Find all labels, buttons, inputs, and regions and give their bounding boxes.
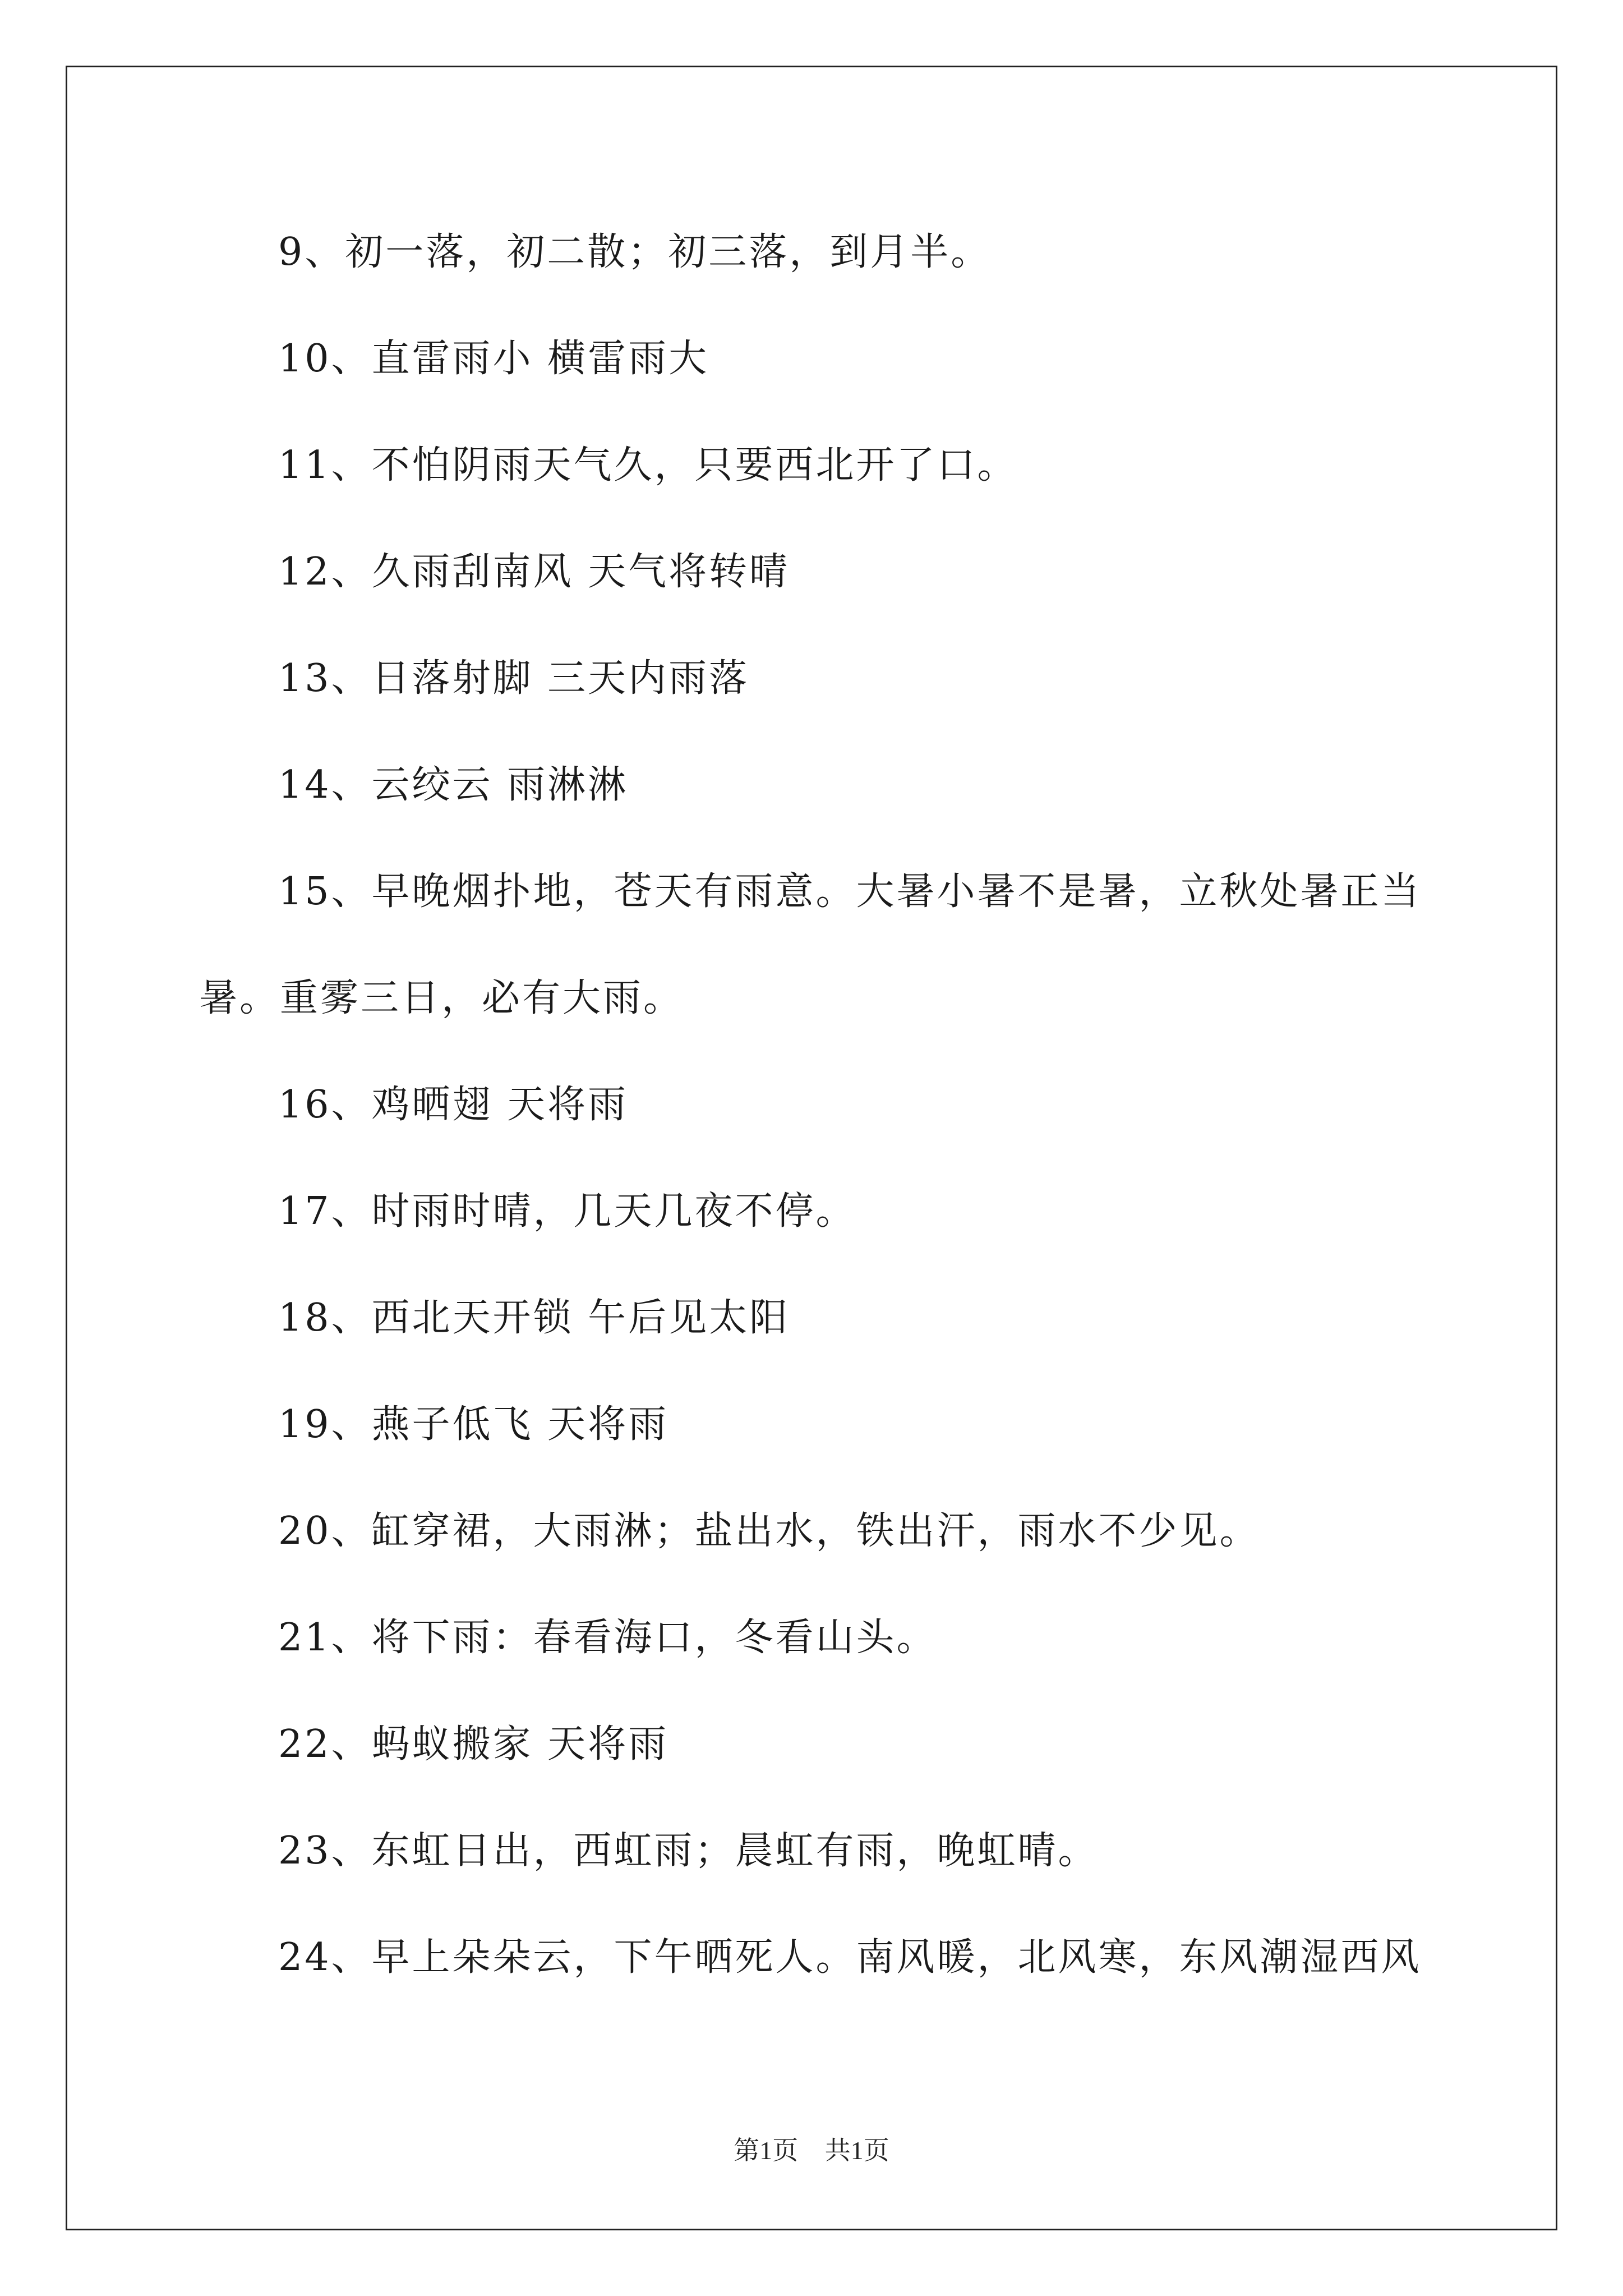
text-line: 16、鸡晒翅 天将雨	[278, 1083, 629, 1127]
text-line: 11、不怕阴雨天气久，只要西北开了口。	[278, 443, 1018, 487]
text-line: 12、久雨刮南风 天气将转晴	[278, 550, 790, 594]
text-line: 19、燕子低飞 天将雨	[278, 1402, 669, 1447]
text-line: 24、早上朵朵云，下午晒死人。南风暖，北风寒，东风潮湿西风	[278, 1935, 1422, 1980]
text-line: 13、日落射脚 三天内雨落	[278, 656, 750, 701]
text-line: 18、西北天开锁 午后见太阳	[278, 1296, 790, 1340]
text-line: 9、初一落，初二散；初三落，到月半。	[278, 230, 992, 274]
page-border	[66, 66, 1557, 2230]
text-line: 21、将下雨：春看海口，冬看山头。	[278, 1616, 937, 1660]
text-line: 20、缸穿裙，大雨淋；盐出水，铁出汗，雨水不少见。	[278, 1509, 1260, 1553]
text-line: 暑。重雾三日，必有大雨。	[199, 976, 684, 1020]
text-line: 22、蚂蚁搬家 天将雨	[278, 1722, 669, 1766]
page-count: 共1页	[824, 2136, 889, 2165]
text-line: 14、云绞云 雨淋淋	[278, 763, 629, 807]
page-number: 第1页	[734, 2136, 799, 2165]
text-line: 15、早晚烟扑地，苍天有雨意。大暑小暑不是暑，立秋处暑正当	[278, 869, 1422, 914]
text-line: 17、时雨时晴，几天几夜不停。	[278, 1189, 856, 1234]
page-footer	[0, 2130, 1623, 2167]
text-line: 23、东虹日出，西虹雨；晨虹有雨，晚虹晴。	[278, 1829, 1099, 1873]
text-line: 10、直雷雨小 横雷雨大	[278, 337, 709, 381]
